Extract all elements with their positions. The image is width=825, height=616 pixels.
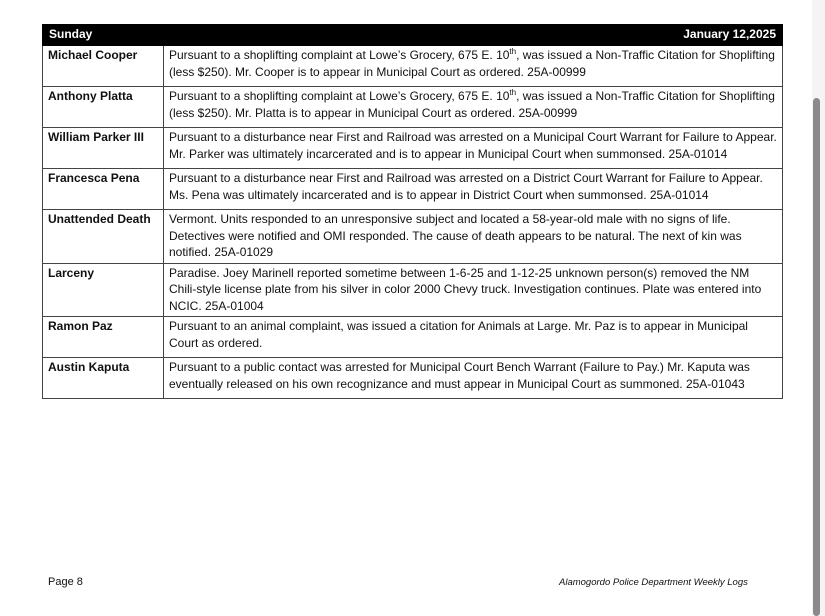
log-description-text: , was issued a Non-Traffic Citation for Shoplifting (less $250). Mr. Cooper is to appear in Municipal Court as ordered. 25A-00999 [169,48,775,79]
log-header-row [43,25,783,46]
log-description-text: Pursuant to a public contact was arrested for Municipal Court Bench Warrant (Failure to Pay.) Mr. Kaputa was eventually released on his own recognizance and must appear in Municipal Court as summoned. 25A-01043 [169,360,750,391]
log-row [43,169,783,210]
log-subject: Larceny [43,263,164,317]
log-day-heading: Sunday [43,25,164,46]
log-description-text: Pursuant to a disturbance near First and Railroad was arrested on a Municipal Court Warrant for Failure to Appear. Mr. Parker was ultimately incarcerated and is to appear in Municipal Court when summonsed. 25A-01014 [169,130,777,161]
log-subject: Unattended Death [43,210,164,264]
log-subject: Ramon Paz [43,317,164,358]
log-description [164,317,783,358]
log-subject: Michael Cooper [43,46,164,87]
log-subject: William Parker III [43,128,164,169]
log-row [43,46,783,87]
ordinal-suffix: th [509,88,517,97]
log-description [164,87,783,128]
log-row [43,358,783,399]
log-description-text: Vermont. Units responded to an unresponsive subject and located a 58-year-old male with no signs of life. Detectives were notified and OMI responded. The cause of death appears to be natural. The next of kin was notified. 25A-01029 [169,212,742,259]
ordinal-suffix: th [509,47,517,56]
log-description [164,128,783,169]
log-subject: Anthony Platta [43,87,164,128]
log-description-text: Pursuant to a disturbance near First and Railroad was arrested on a District Court Warrant for Failure to Appear. Ms. Pena was ultimately incarcerated and is to appear in District Court when summonsed. 25A-01014 [169,171,763,202]
log-description-text: Pursuant to a shoplifting complaint at Lowe’s Grocery, 675 E. 10 [169,89,510,103]
log-description-text: Pursuant to a shoplifting complaint at Lowe’s Grocery, 675 E. 10 [169,48,510,62]
log-subject: Austin Kaputa [43,358,164,399]
log-row [43,210,783,264]
log-description-text: Paradise. Joey Marinell reported sometime between 1-6-25 and 1-12-25 unknown person(s) removed the NM Chili-style license plate from his silver in color 2000 Chevy truck. Investigation continues. Plate was entered into NCIC. 25A-01004 [169,265,762,313]
log-description-text: , was issued a Non-Traffic Citation for Shoplifting (less $250). Mr. Platta is to appear in Municipal Court as ordered. 25A-00999 [169,89,775,120]
page-number: Page 8 [48,576,83,588]
log-row [43,128,783,169]
log-row [43,317,783,358]
log-row [43,87,783,128]
log-row [43,263,783,317]
log-description [164,358,783,399]
log-description [164,169,783,210]
log-subject: Francesca Pena [43,169,164,210]
log-date-heading: January 12,2025 [164,25,783,46]
log-description [164,210,783,264]
scrollbar-thumb[interactable] [813,98,820,616]
document-source: Alamogordo Police Department Weekly Logs [559,577,748,588]
log-description [164,46,783,87]
log-description-text: Pursuant to an animal complaint, was issued a citation for Animals at Large. Mr. Paz is to appear in Municipal Court as ordered. [169,319,748,350]
weekly-log-table [42,24,783,399]
log-description [164,263,783,317]
